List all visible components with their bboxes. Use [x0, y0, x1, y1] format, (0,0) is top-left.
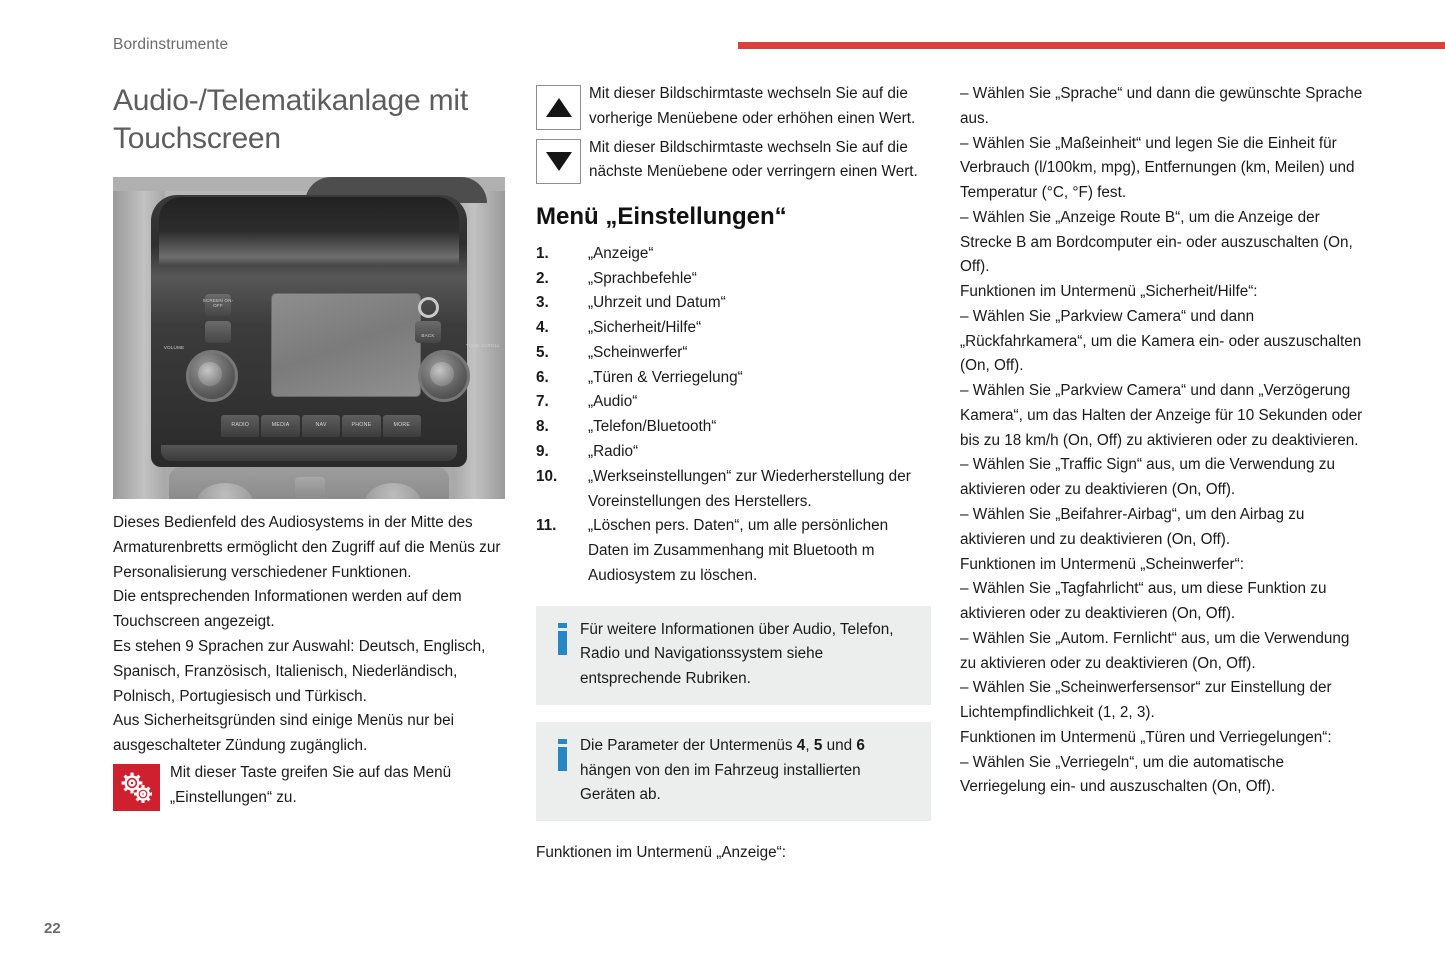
list-item[interactable]: [536, 440, 931, 465]
breadcrumb: Bordinstrumente: [113, 36, 229, 53]
info-text-part2: hängen von den im Fahrzeug installierten Geräten ab.: [580, 761, 861, 804]
info-box-audio-text: Für weitere Informationen über Audio, Telefon, Radio und Navigationssystem siehe entsprechende Rubriken.: [580, 620, 894, 688]
triangle-down-icon: [536, 139, 581, 184]
col3-line-12: – Wählen Sie „Scheinwerfersensor“ zur Einstellung der Lichtempfindlichkeit (1, 2, 3).: [960, 679, 1332, 722]
tune-scroll-knob-label: TUNE SCROLL: [465, 343, 501, 349]
triangle-down-glyph: [546, 152, 572, 171]
info-icon-stem: [558, 747, 567, 771]
list-item-label: „Löschen pers. Daten“, um alle persönlichen Daten im Zusammenhang mit Bluetooth m Audiosystem zu löschen.: [588, 517, 889, 584]
list-item-label: „Türen & Verriegelung“: [588, 368, 743, 386]
list-item[interactable]: [536, 465, 931, 515]
col3-line-10: – Wählen Sie „Tagfahrlicht“ aus, um diese Funktion zu aktivieren oder zu deaktivieren (On, Off).: [960, 580, 1327, 623]
list-item-number: 10.: [536, 467, 558, 485]
back-button-label: BACK: [421, 333, 435, 339]
list-item[interactable]: [536, 390, 931, 415]
col3-line-6: – Wählen Sie „Parkview Camera“ und dann „Verzögerung Kamera“, um das Halten der Anzeige für 10 Sekunden oder bis zu 18 km/h (On, Off) zu aktivieren oder zu deaktivieren.: [960, 382, 1363, 449]
list-item[interactable]: [536, 291, 931, 316]
col3-line-14: – Wählen Sie „Verriegeln“, um die automatische Verriegelung ein- und auszuschalten (On, Off).: [960, 753, 1284, 796]
info-box-audio: [536, 606, 931, 705]
settings-menu-list: [536, 242, 931, 589]
page-header: [0, 0, 1445, 70]
key-up-text: [536, 82, 931, 132]
header-red-rule: [738, 42, 1445, 49]
col3-line-4: Funktionen im Untermenü „Sicherheit/Hilfe“:: [960, 283, 1258, 301]
info-box-submenus-text: [550, 734, 917, 808]
intro-paragraph-4: Aus Sicherheitsgründen sind einige Menüs nur bei ausgeschalteter Zündung zugänglich.: [113, 712, 454, 755]
dashboard-visor: [159, 197, 459, 265]
volume-knob: [186, 350, 238, 402]
touchscreen-display: [271, 293, 421, 397]
col3-line-5: – Wählen Sie „Parkview Camera“ und dann „Rückfahrkamera“, um die Kamera ein- oder auszuschalten (On, Off).: [960, 307, 1362, 375]
list-item-number: 5.: [536, 343, 549, 361]
info-icon: [558, 623, 567, 655]
column-right: [960, 82, 1363, 800]
submenu-number-5: 5: [813, 736, 823, 754]
intro-paragraph-2: Die entsprechenden Informationen werden auf dem Touchscreen angezeigt.: [113, 588, 462, 631]
list-item-label: „Werkseinstellungen“ zur Wiederherstellung der Voreinstellungen des Herstellers.: [588, 467, 911, 510]
info-icon: [558, 739, 567, 771]
settings-gears-icon: [113, 764, 160, 811]
key-up-label: Mit dieser Bildschirmtaste wechseln Sie auf die vorherige Menüebene oder erhöhen einen Wert.: [589, 85, 916, 127]
volume-knob-label: VOLUME: [163, 345, 185, 351]
page-number: 22: [44, 920, 61, 937]
key-down-note: [536, 136, 931, 186]
list-item-number: 3.: [536, 294, 549, 312]
list-item-number: 2.: [536, 269, 549, 287]
col3-line-8: – Wählen Sie „Beifahrer-Airbag“, um den Airbag zu aktivieren und zu deaktivieren (On, Off).: [960, 506, 1305, 548]
screen-onoff-label: SCREEN ON-OFF: [202, 298, 234, 309]
list-item-number: 11.: [536, 517, 557, 535]
list-item-number: 1.: [536, 244, 549, 262]
col3-line-9: Funktionen im Untermenü „Scheinwerfer“:: [960, 555, 1244, 573]
list-item[interactable]: [536, 242, 931, 267]
anzeige-submenu-intro: Funktionen im Untermenü „Anzeige“:: [536, 844, 786, 862]
info-sep-2: und: [822, 736, 857, 754]
list-item[interactable]: [536, 366, 931, 391]
dash-button-media: MEDIA: [261, 415, 299, 437]
menu-heading: Menü „Einstellungen“: [536, 203, 787, 231]
dash-button-radio: RADIO: [221, 415, 259, 437]
column-middle: [536, 82, 931, 866]
info-icon-stem: [558, 631, 567, 655]
list-item-label: „Radio“: [588, 442, 639, 460]
list-item-number: 8.: [536, 418, 549, 436]
list-item[interactable]: [536, 341, 931, 366]
key-down-label: Mit dieser Bildschirmtaste wechseln Sie auf die nächste Menüebene oder verringern einen Wert.: [589, 138, 918, 181]
list-item-label: „Scheinwerfer“: [588, 343, 688, 361]
dash-button-phone: PHONE: [342, 415, 380, 437]
tune-scroll-knob: [418, 350, 470, 402]
list-item-number: 6.: [536, 368, 549, 386]
dashboard-illustration: [113, 177, 505, 499]
dash-button-more: MORE: [383, 415, 421, 437]
key-up-note: [536, 82, 931, 132]
submenu-number-6: 6: [856, 736, 865, 754]
info-text-part1: Die Parameter der Untermenüs: [580, 736, 797, 754]
function-button-strip: [221, 415, 421, 437]
col3-line-2: – Wählen Sie „Maßeinheit“ und legen Sie die Einheit für Verbrauch (l/100km, mpg), Entfernungen (km, Meilen) und Temperatur (°C, °F) fest.: [960, 134, 1355, 202]
list-item[interactable]: [536, 415, 931, 440]
col3-line-7: – Wählen Sie „Traffic Sign“ aus, um die Verwendung zu aktivieren oder zu deaktivieren (On, Off).: [960, 456, 1335, 499]
list-item-label: „Telefon/Bluetooth“: [588, 418, 717, 436]
key-down-text: [536, 136, 931, 186]
list-item-label: „Audio“: [588, 393, 638, 411]
list-item[interactable]: [536, 267, 931, 292]
col3-line-1: – Wählen Sie „Sprache“ und dann die gewünschte Sprache aus.: [960, 85, 1363, 127]
triangle-up-glyph: [546, 98, 572, 117]
back-button: [415, 321, 441, 343]
list-item-label: „Sprachbefehle“: [588, 269, 697, 287]
list-item-number: 9.: [536, 442, 549, 460]
settings-note-text: [113, 761, 505, 811]
settings-button-note: [113, 761, 505, 811]
column-left: [113, 82, 505, 811]
info-box-submenus: [536, 722, 931, 821]
info-icon-dot: [558, 623, 567, 628]
dash-button-nav: NAV: [302, 415, 340, 437]
dashboard-lip: [161, 445, 457, 461]
list-item-label: „Anzeige“: [588, 244, 654, 262]
list-item-number: 4.: [536, 319, 549, 337]
settings-note-label: Mit dieser Taste greifen Sie auf das Menü „Einstellungen“ zu.: [170, 763, 452, 806]
info-icon-dot: [558, 739, 567, 744]
intro-paragraph-3: Es stehen 9 Sprachen zur Auswahl: Deutsch, Englisch, Spanisch, Französisch, Italienisch, Niederländisch, Polnisch, Portugiesisch und Türkisch.: [113, 638, 486, 705]
list-item-number: 7.: [536, 393, 549, 411]
mute-button: [205, 321, 231, 343]
triangle-up-icon: [536, 85, 581, 130]
intro-paragraph-1: Dieses Bedienfeld des Audiosystems in der Mitte des Armaturenbretts ermöglicht den Zugriff auf die Menüs zur Personalisierung verschiedener Funktionen.: [113, 514, 501, 581]
col3-line-11: – Wählen Sie „Autom. Fernlicht“ aus, um die Verwendung zu aktivieren oder zu deaktivieren (On, Off).: [960, 629, 1350, 672]
col3-line-3: – Wählen Sie „Anzeige Route B“, um die Anzeige der Strecke B am Bordcomputer ein- oder auszuschalten (On, Off).: [960, 208, 1353, 276]
list-item-label: „Sicherheit/Hilfe“: [588, 319, 702, 337]
page-title: Audio-/Telematikanlage mit Touchscreen: [113, 84, 468, 156]
list-item[interactable]: [536, 316, 931, 341]
climate-center-button: [295, 477, 325, 497]
list-item-label: „Uhrzeit und Datum“: [588, 294, 726, 312]
submenu-number-4: 4: [796, 736, 806, 754]
col3-line-13: Funktionen im Untermenü „Türen und Verriegelungen“:: [960, 728, 1332, 746]
list-item[interactable]: [536, 514, 931, 588]
info-sep-1: ,: [805, 736, 814, 754]
